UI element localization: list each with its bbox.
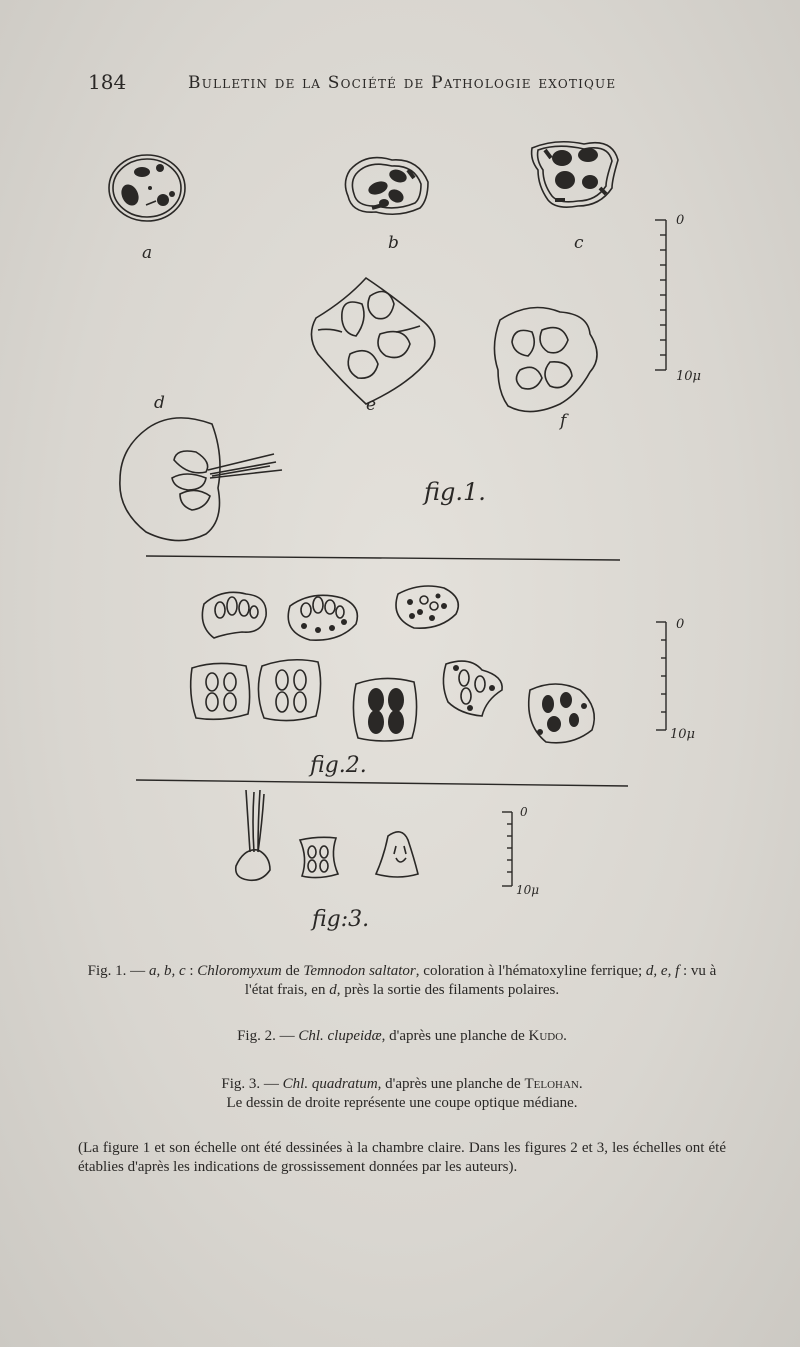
fig1-cell-c	[532, 142, 618, 207]
caption-fig1-de: de	[281, 963, 304, 979]
caption-fig3-rest: , d'après une planche de	[377, 1076, 525, 1092]
caption-fig2-species: Chl. clupeidæ	[298, 1028, 382, 1044]
fig2-label: fig.2.	[310, 753, 367, 778]
caption-fig2-author: Kudo	[528, 1028, 564, 1044]
caption-fig3-prefix: Fig. 3. —	[221, 1076, 283, 1092]
caption-fig2-prefix: Fig. 2. —	[237, 1028, 299, 1044]
caption-fig3	[78, 1075, 726, 1113]
fig1-cell-e	[311, 278, 434, 404]
caption-fig3-end: .	[578, 1076, 583, 1092]
fig1-letter-a: a	[142, 243, 153, 263]
fig3-spores	[236, 790, 418, 880]
caption-note: (La figure 1 et son échelle ont été dessinées à la chambre claire. Dans les figures 2 et 3, les échelles ont été établies d'après les indications de grossissement données par les auteurs).	[78, 1140, 726, 1175]
fig3-scale-bar	[502, 812, 512, 886]
caption-fig1-panels: a, b, c	[148, 963, 186, 979]
caption-fig2-rest: , d'après une planche de	[381, 1028, 529, 1044]
fig1-cell-f	[494, 308, 597, 412]
fig2-scale-bottom: 10μ	[670, 727, 695, 742]
caption-fig1-sep: :	[185, 963, 198, 979]
fig2-scale-top: 0	[676, 617, 685, 632]
fig1-letter-c: c	[574, 233, 584, 253]
fig1-letter-d: d	[154, 393, 165, 413]
fig2-scale-bar	[656, 622, 666, 730]
fig1-scale-bar	[655, 220, 666, 370]
fig1-cell-b	[345, 158, 428, 215]
fig3-scale-bottom: 10μ	[516, 883, 540, 897]
caption-fig3-author: Telohan	[524, 1076, 579, 1092]
fig1-cell-a	[109, 155, 185, 221]
running-title: Bulletin de la Société de Pathologie exotique	[188, 73, 617, 93]
caption-fig1-prefix: Fig. 1. —	[87, 963, 149, 979]
caption-fig2-end: .	[563, 1028, 567, 1044]
divider-line	[146, 556, 620, 560]
fig1-label: fig.1.	[424, 478, 486, 506]
fig1-letter-b: b	[388, 233, 399, 253]
page-number: 184	[88, 70, 127, 94]
caption-fig1	[78, 962, 726, 1000]
caption-fig1-rest2: : vu à l'état frais, en	[244, 963, 717, 998]
fig3-scale-top: 0	[520, 805, 528, 819]
caption-fig1-panels2: d, e, f	[645, 963, 680, 979]
caption-fig1-genus: Chloromyxum	[197, 963, 282, 979]
caption-fig2	[78, 1027, 726, 1046]
fig1-cell-d	[120, 418, 282, 541]
fig1-letter-f: f	[560, 411, 567, 431]
fig1-scale-top: 0	[676, 213, 685, 228]
divider-line	[136, 780, 628, 786]
caption-fig3-species: Chl. quadratum	[282, 1076, 378, 1092]
caption-fig3-line2: Le dessin de droite représente une coupe optique médiane.	[226, 1095, 578, 1111]
fig3-label: fig:3.	[312, 907, 370, 932]
caption-fig1-rest1: , coloration à l'hématoxyline ferrique;	[415, 963, 646, 979]
fig1-scale-bottom: 10μ	[676, 369, 701, 384]
fig2-spores	[191, 586, 595, 743]
caption-fig1-panel-d: d	[329, 982, 337, 998]
caption-fig1-host: Temnodon saltator	[303, 963, 416, 979]
fig1-letter-e: e	[366, 395, 377, 415]
caption-fig1-rest3: , près la sortie des filaments polaires.	[336, 982, 560, 998]
